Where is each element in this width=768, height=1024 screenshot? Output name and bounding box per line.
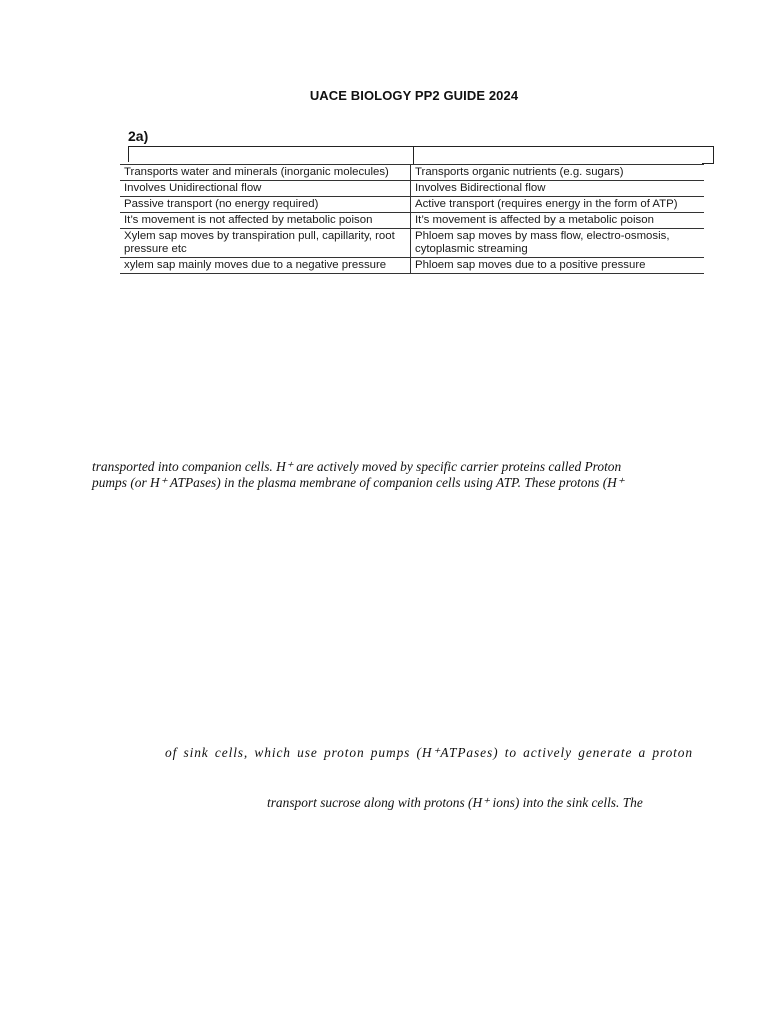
text-fragment-line-3: of sink cells, which use proton pumps (H⁺ATPases) to actively generate a proton bbox=[165, 745, 693, 760]
table-cell-xylem: Xylem sap moves by transpiration pull, capillarity, root pressure etc bbox=[120, 229, 411, 258]
text-fragment-line-2: pumps (or H⁺ ATPases) in the plasma membrane of companion cells using ATP. These protons (H⁺ bbox=[92, 475, 624, 490]
table-cell-xylem: It’s movement is not affected by metabolic poison bbox=[120, 213, 411, 229]
table-row bbox=[120, 181, 704, 197]
table-cell-phloem: It’s movement is affected by a metabolic poison bbox=[411, 213, 705, 229]
table-cell-phloem: Phloem sap moves due to a positive pressure bbox=[411, 258, 705, 274]
table-cell-xylem: xylem sap mainly moves due to a negative pressure bbox=[120, 258, 411, 274]
table-cell-phloem: Involves Bidirectional flow bbox=[411, 181, 705, 197]
table-empty-header-row bbox=[128, 146, 714, 164]
table-cell-xylem: Transports water and minerals (inorganic molecules) bbox=[120, 165, 411, 181]
table-row bbox=[120, 229, 704, 258]
table-row bbox=[120, 213, 704, 229]
table-cell-phloem: Phloem sap moves by mass flow, electro-osmosis, cytoplasmic streaming bbox=[411, 229, 705, 258]
page-title: UACE BIOLOGY PP2 GUIDE 2024 bbox=[309, 88, 519, 103]
table-cell-phloem: Active transport (requires energy in the form of ATP) bbox=[411, 197, 705, 213]
xylem-phloem-comparison-table bbox=[120, 164, 704, 274]
question-label: 2a) bbox=[128, 128, 149, 144]
table-row bbox=[120, 197, 704, 213]
table-cell-phloem: Transports organic nutrients (e.g. sugars) bbox=[411, 165, 705, 181]
text-fragment-line-1: transported into companion cells. H⁺ are actively moved by specific carrier proteins called Proton bbox=[92, 459, 622, 474]
table-cell-xylem: Passive transport (no energy required) bbox=[120, 197, 411, 213]
table-cell-xylem: Involves Unidirectional flow bbox=[120, 181, 411, 197]
table-row bbox=[120, 258, 704, 274]
text-fragment-line-4: transport sucrose along with protons (H⁺ ions) into the sink cells. The bbox=[267, 795, 643, 810]
table-row bbox=[120, 165, 704, 181]
